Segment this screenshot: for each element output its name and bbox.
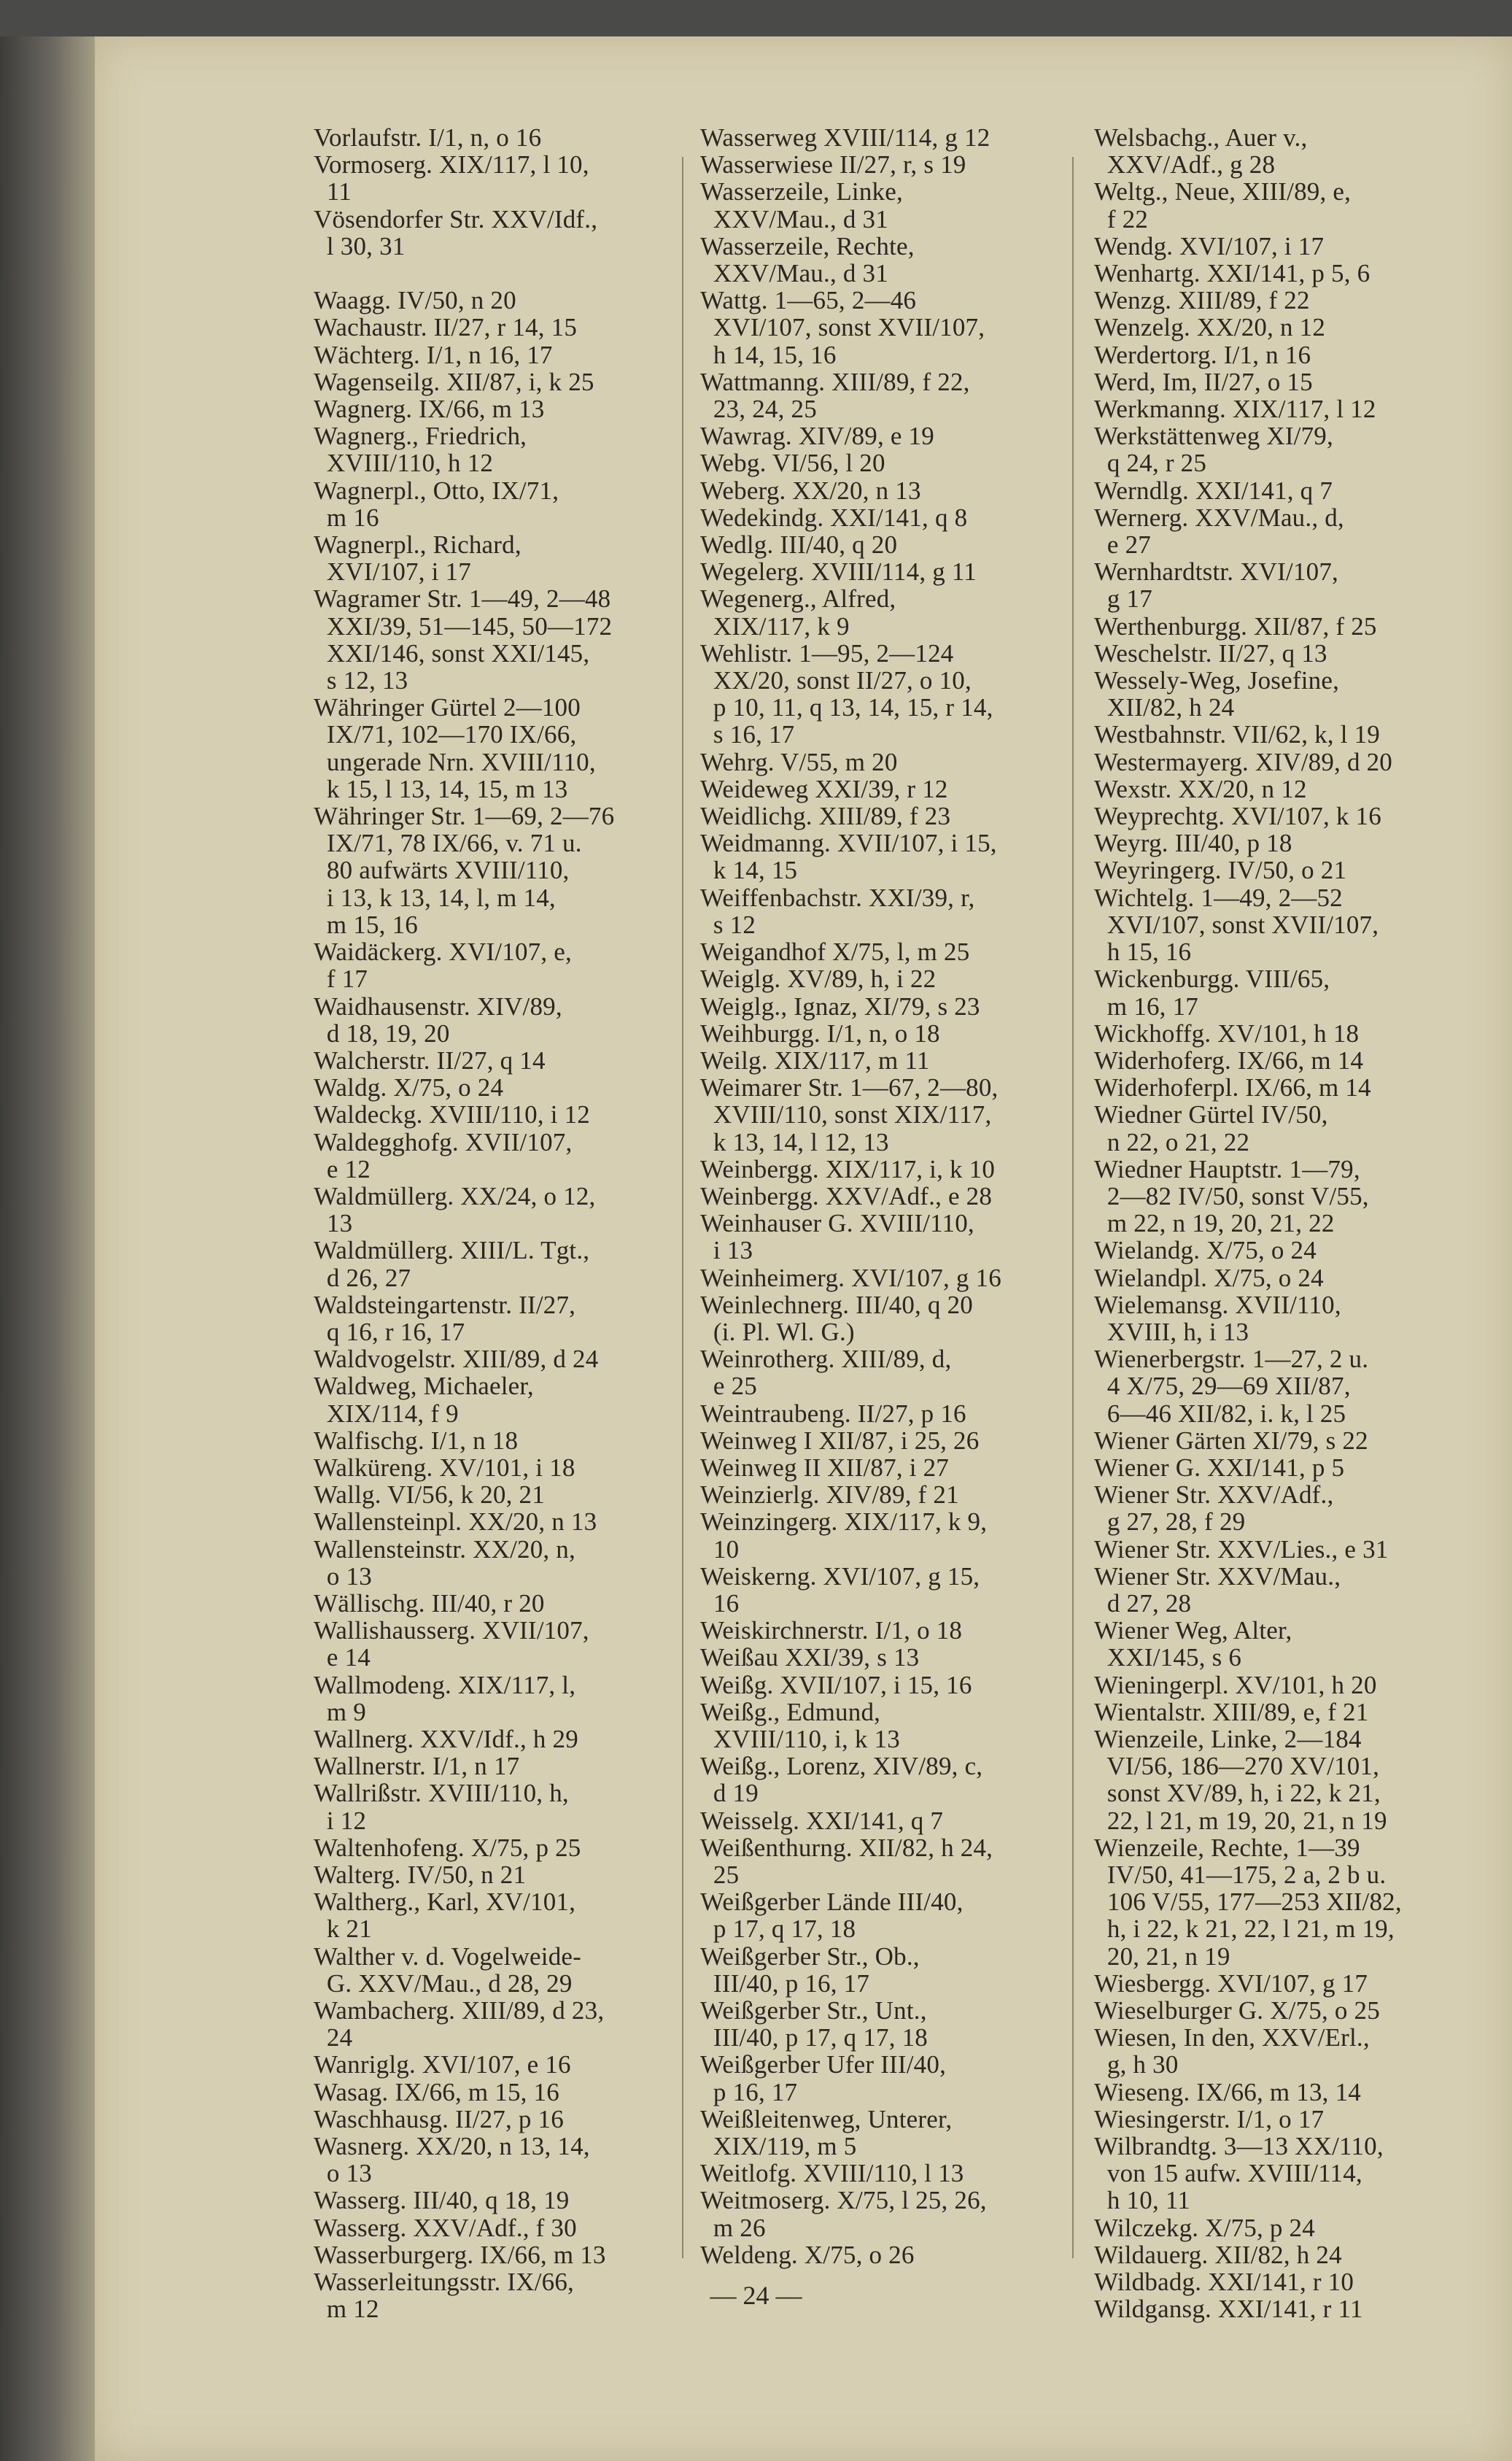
- index-entry-line: Waltenhofeng. X/75, p 25: [314, 1833, 581, 1862]
- index-entry-line: 24: [314, 2023, 353, 2052]
- index-entry-line: Weisselg. XXI/141, q 7: [700, 1806, 944, 1835]
- index-entry-line: Weißgerber Str., Unt.,: [700, 1996, 927, 2025]
- index-entry-line: Wiedner Hauptstr. 1—79,: [1094, 1154, 1360, 1183]
- index-entry-line: XX/20, sonst II/27, o 10,: [700, 666, 972, 695]
- index-entry-line: Wedekindg. XXI/141, q 8: [700, 503, 968, 532]
- index-entry-line: Weinzingerg. XIX/117, k 9,: [700, 1507, 988, 1537]
- index-entry-line: 25: [700, 1861, 740, 1889]
- index-entry-line: Weißgerber Str., Ob.,: [700, 1942, 920, 1971]
- index-entry-line: Vorlaufstr. I/1, n, o 16: [314, 123, 542, 152]
- index-entry-line: g 17: [1094, 584, 1152, 614]
- index-entry-line: Walterg. IV/50, n 21: [314, 1861, 527, 1889]
- index-entry-line: Weldeng. X/75, o 26: [700, 2240, 915, 2269]
- index-entry-line: Wagnerpl., Richard,: [314, 530, 522, 560]
- index-entry-line: Wiener Gärten XI/79, s 22: [1094, 1426, 1368, 1455]
- index-entry-line: Waldeckg. XVIII/110, i 12: [314, 1100, 590, 1129]
- index-entry-line: e 25: [700, 1372, 757, 1401]
- index-entry-line: Wilczekg. X/75, p 24: [1094, 2213, 1315, 2242]
- index-entry-line: Wasserleitungsstr. IX/66,: [314, 2268, 574, 2297]
- index-entry-line: Waschhausg. II/27, p 16: [314, 2104, 564, 2133]
- index-entry-line: Weißgerber Ufer III/40,: [700, 2050, 947, 2079]
- index-entry-line: Wallensteinstr. XX/20, n,: [314, 1534, 575, 1564]
- index-entry-line: i 13: [700, 1236, 753, 1265]
- index-entry-line: Wickhoffg. XV/101, h 18: [1094, 1019, 1360, 1048]
- index-entry-line: XVIII/110, h 12: [314, 449, 494, 478]
- index-entry-line: Weinweg II XII/87, i 27: [700, 1453, 949, 1482]
- index-entry-line: Wambacherg. XIII/89, d 23,: [314, 1996, 605, 2025]
- index-entry-line: Weitmoserg. X/75, l 25, 26,: [700, 2186, 987, 2215]
- index-entry-line: Waagg. IV/50, n 20: [314, 286, 516, 315]
- index-entry-line: Waldvogelstr. XIII/89, d 24: [314, 1345, 599, 1374]
- index-entry-line: Waidhausenstr. XIV/89,: [314, 992, 562, 1021]
- index-entry-line: Weißenthurng. XII/82, h 24,: [700, 1833, 993, 1862]
- index-entry-line: h, i 22, k 21, 22, l 21, m 19,: [1094, 1915, 1395, 1944]
- index-entry-line: G. XXV/Mau., d 28, 29: [314, 1969, 573, 1998]
- index-entry-line: Werdertorg. I/1, n 16: [1094, 340, 1311, 369]
- index-entry-line: III/40, p 17, q 17, 18: [700, 2023, 928, 2052]
- index-entry-line: Waidäckerg. XVI/107, e,: [314, 938, 572, 967]
- index-entry-line: 13: [314, 1209, 353, 1238]
- index-entry-line: d 19: [700, 1779, 759, 1808]
- index-entry-line: XXI/39, 51—145, 50—172: [314, 611, 613, 641]
- index-entry-line: Weigandhof X/75, l, m 25: [700, 938, 970, 967]
- index-entry-line: Walfischg. I/1, n 18: [314, 1426, 519, 1455]
- index-entry-line: Weinbergg. XIX/117, i, k 10: [700, 1154, 996, 1183]
- index-entry-line: Wiener Str. XXV/Adf.,: [1094, 1480, 1334, 1510]
- index-entry-line: Wallnerg. XXV/Idf., h 29: [314, 1724, 578, 1753]
- index-entry-line: i 12: [314, 1806, 367, 1835]
- index-entry-line: Widerhoferg. IX/66, m 14: [1094, 1046, 1364, 1075]
- index-entry-line: k 13, 14, l 12, 13: [700, 1127, 889, 1156]
- index-entry-line: 6—46 XII/82, i. k, l 25: [1094, 1399, 1346, 1428]
- index-entry-line: XVI/107, sonst XVII/107,: [1094, 910, 1379, 939]
- index-entry-line: XIX/114, f 9: [314, 1399, 459, 1428]
- index-entry-line: s 12: [700, 910, 756, 939]
- index-entry-line: Weißg., Edmund,: [700, 1697, 881, 1726]
- index-entry-line: Wanriglg. XVI/107, e 16: [314, 2050, 571, 2079]
- index-entry-line: Wenhartg. XXI/141, p 5, 6: [1094, 259, 1371, 288]
- index-entry-line: Westermayerg. XIV/89, d 20: [1094, 747, 1392, 776]
- index-entry-line: 80 aufwärts XVIII/110,: [314, 856, 570, 885]
- index-entry-line: Wegelerg. XVIII/114, g 11: [700, 557, 977, 587]
- index-entry-line: Waldegghofg. XVII/107,: [314, 1127, 573, 1156]
- index-entry-line: Walther v. d. Vogelweide-: [314, 1942, 581, 1971]
- index-entry-line: Wildbadg. XXI/141, r 10: [1094, 2268, 1354, 2297]
- index-entry-line: p 17, q 17, 18: [700, 1915, 856, 1944]
- index-entry-line: XIX/119, m 5: [700, 2132, 857, 2161]
- street-index-column-2: [700, 124, 1065, 2268]
- index-entry-line: ungerade Nrn. XVIII/110,: [314, 747, 596, 776]
- index-entry-line: Währinger Gürtel 2—100: [314, 693, 581, 722]
- index-entry-line: Wasserwiese II/27, r, s 19: [700, 150, 966, 179]
- book-binding: [0, 36, 95, 2461]
- index-entry-line: Weihburgg. I/1, n, o 18: [700, 1019, 940, 1048]
- index-entry-line: Wällischg. III/40, r 20: [314, 1588, 545, 1618]
- index-entry-line: von 15 aufw. XVIII/114,: [1094, 2159, 1362, 2188]
- index-entry-line: Wenzg. XIII/89, f 22: [1094, 286, 1310, 315]
- index-entry-line: Wiesbergg. XVI/107, g 17: [1094, 1969, 1368, 1998]
- index-entry-line: Wilbrandtg. 3—13 XX/110,: [1094, 2132, 1384, 2161]
- index-entry-line: Wenzelg. XX/20, n 12: [1094, 313, 1326, 342]
- index-entry-line: Wallmodeng. XIX/117, l,: [314, 1670, 576, 1699]
- index-entry-line: g 27, 28, f 29: [1094, 1507, 1246, 1537]
- index-entry-line: XII/82, h 24: [1094, 693, 1235, 722]
- index-entry-line: Wernerg. XXV/Mau., d,: [1094, 503, 1344, 532]
- index-entry-line: Wienzeile, Linke, 2—184: [1094, 1724, 1362, 1753]
- index-entry-line: Wattmanng. XIII/89, f 22,: [700, 367, 970, 396]
- index-entry-line: 2—82 IV/50, sonst V/55,: [1094, 1181, 1369, 1210]
- index-entry-line: Waldmüllerg. XX/24, o 12,: [314, 1181, 596, 1210]
- index-entry-line: Weschelstr. II/27, q 13: [1094, 638, 1327, 668]
- index-entry-line: 23, 24, 25: [700, 395, 817, 424]
- index-entry-line: o 13: [314, 2159, 372, 2188]
- index-entry-line: Werthenburgg. XII/87, f 25: [1094, 611, 1377, 641]
- index-entry-line: Wendg. XVI/107, i 17: [1094, 231, 1325, 260]
- index-entry-line: Wedlg. III/40, q 20: [700, 530, 898, 560]
- index-entry-line: Wiener Weg, Alter,: [1094, 1616, 1292, 1645]
- index-entry-line: Wessely-Weg, Josefine,: [1094, 666, 1340, 695]
- index-entry-line: Widerhoferpl. IX/66, m 14: [1094, 1073, 1371, 1102]
- index-entry-line: sonst XV/89, h, i 22, k 21,: [1094, 1779, 1381, 1808]
- blank-line: [314, 260, 671, 287]
- index-entry-line: Walküreng. XV/101, i 18: [314, 1453, 575, 1482]
- index-entry-line: Wielandg. X/75, o 24: [1094, 1236, 1317, 1265]
- index-entry-line: Weberg. XX/20, n 13: [700, 476, 921, 505]
- index-entry-line: 106 V/55, 177—253 XII/82,: [1094, 1888, 1402, 1917]
- index-entry-line: Wiedner Gürtel IV/50,: [1094, 1100, 1328, 1129]
- index-entry-line: 16: [700, 1588, 740, 1618]
- index-entry-line: Weyprechtg. XVI/107, k 16: [1094, 802, 1381, 831]
- index-entry-line: Wasserweg XVIII/114, g 12: [700, 123, 990, 152]
- index-entry-line: m 15, 16: [314, 910, 418, 939]
- index-entry-line: Webg. VI/56, l 20: [700, 449, 885, 478]
- index-entry-line: Weinweg I XII/87, i 25, 26: [700, 1426, 980, 1455]
- index-entry-line: Wegenerg., Alfred,: [700, 584, 896, 614]
- index-entry-line: l 30, 31: [314, 231, 406, 260]
- index-entry-line: III/40, p 16, 17: [700, 1969, 870, 1998]
- index-entry-line: k 21: [314, 1915, 372, 1944]
- index-entry-line: f 17: [314, 965, 368, 994]
- index-entry-line: Wasserburgerg. IX/66, m 13: [314, 2240, 606, 2269]
- index-entry-line: Weißau XXI/39, s 13: [700, 1643, 920, 1672]
- index-entry-line: Weinrotherg. XIII/89, d,: [700, 1345, 952, 1374]
- index-entry-line: Wiesen, In den, XXV/Erl.,: [1094, 2023, 1370, 2052]
- index-entry-line: Weidmanng. XVII/107, i 15,: [700, 829, 997, 858]
- index-entry-line: Wichtelg. 1—49, 2—52: [1094, 883, 1343, 912]
- index-entry-line: e 27: [1094, 530, 1151, 560]
- index-entry-line: Wernhardtstr. XVI/107,: [1094, 557, 1338, 587]
- index-entry-line: Wiesingerstr. I/1, o 17: [1094, 2104, 1325, 2133]
- index-entry-line: m 26: [700, 2213, 766, 2242]
- index-entry-line: XVIII, h, i 13: [1094, 1317, 1249, 1346]
- index-entry-line: Wildgansg. XXI/141, r 11: [1094, 2295, 1363, 2324]
- index-entry-line: Wehrg. V/55, m 20: [700, 747, 898, 776]
- index-entry-line: Wasserzeile, Linke,: [700, 177, 903, 206]
- index-entry-line: 4 X/75, 29—69 XII/87,: [1094, 1372, 1351, 1401]
- index-entry-line: Weinlechnerg. III/40, q 20: [700, 1290, 973, 1319]
- index-entry-line: Wasserzeile, Rechte,: [700, 231, 915, 260]
- index-entry-line: Weißg., Lorenz, XIV/89, c,: [700, 1752, 983, 1781]
- index-entry-line: Wallnerstr. I/1, n 17: [314, 1752, 520, 1781]
- index-entry-line: Wientalstr. XIII/89, e, f 21: [1094, 1697, 1369, 1726]
- index-entry-line: (i. Pl. Wl. G.): [700, 1317, 855, 1346]
- index-entry-line: s 16, 17: [700, 720, 795, 749]
- index-entry-line: Wattg. 1—65, 2—46: [700, 286, 917, 315]
- index-entry-line: Weilg. XIX/117, m 11: [700, 1046, 930, 1075]
- index-entry-line: Wasserg. XXV/Adf., f 30: [314, 2213, 577, 2242]
- index-entry-line: IX/71, 78 IX/66, v. 71 u.: [314, 829, 582, 858]
- index-entry-line: 11: [314, 177, 352, 206]
- index-entry-line: Wienzeile, Rechte, 1—39: [1094, 1833, 1360, 1862]
- index-entry-line: p 10, 11, q 13, 14, 15, r 14,: [700, 693, 993, 722]
- index-entry-line: Weinhauser G. XVIII/110,: [700, 1209, 974, 1238]
- index-entry-line: Wielandpl. X/75, o 24: [1094, 1263, 1324, 1292]
- column-divider: [682, 157, 683, 2258]
- index-entry-line: q 16, r 16, 17: [314, 1317, 465, 1346]
- index-entry-line: Wachaustr. II/27, r 14, 15: [314, 313, 578, 342]
- index-entry-line: IX/71, 102—170 IX/66,: [314, 720, 577, 749]
- index-entry-line: m 22, n 19, 20, 21, 22: [1094, 1209, 1335, 1238]
- index-entry-line: s 12, 13: [314, 666, 408, 695]
- index-entry-line: Westbahnstr. VII/62, k, l 19: [1094, 720, 1380, 749]
- index-entry-line: Wagenseilg. XII/87, i, k 25: [314, 367, 594, 396]
- index-entry-line: Wallrißstr. XVIII/110, h,: [314, 1779, 569, 1808]
- index-entry-line: Wienerbergstr. 1—27, 2 u.: [1094, 1345, 1369, 1374]
- index-entry-line: Wieseng. IX/66, m 13, 14: [1094, 2077, 1361, 2106]
- index-entry-line: m 16: [314, 503, 379, 532]
- index-entry-line: Weißg. XVII/107, i 15, 16: [700, 1670, 972, 1699]
- index-entry-line: h 14, 15, 16: [700, 340, 837, 369]
- index-entry-line: h 10, 11: [1094, 2186, 1190, 2215]
- index-entry-line: Weimarer Str. 1—67, 2—80,: [700, 1073, 999, 1102]
- index-entry-line: Wasserg. III/40, q 18, 19: [314, 2186, 570, 2215]
- index-entry-line: k 15, l 13, 14, 15, m 13: [314, 774, 568, 803]
- street-index-column-1: [314, 124, 671, 2322]
- index-entry-line: Wagnerg. IX/66, m 13: [314, 395, 545, 424]
- index-entry-line: d 26, 27: [314, 1263, 411, 1292]
- index-entry-line: XXI/145, s 6: [1094, 1643, 1242, 1672]
- index-entry-line: Weiffenbachstr. XXI/39, r,: [700, 883, 975, 912]
- index-entry-line: Walcherstr. II/27, q 14: [314, 1046, 546, 1075]
- index-entry-line: Weintraubeng. II/27, p 16: [700, 1399, 966, 1428]
- index-entry-line: 20, 21, n 19: [1094, 1942, 1230, 1971]
- index-entry-line: Weitlofg. XVIII/110, l 13: [700, 2159, 964, 2188]
- index-entry-line: XXV/Mau., d 31: [700, 204, 888, 233]
- index-entry-line: q 24, r 25: [1094, 449, 1207, 478]
- index-entry-line: Weyringerg. IV/50, o 21: [1094, 856, 1347, 885]
- index-entry-line: Waldweg, Michaeler,: [314, 1372, 534, 1401]
- index-entry-line: Weinzierlg. XIV/89, f 21: [700, 1480, 959, 1510]
- index-entry-line: 10: [700, 1534, 740, 1564]
- index-entry-line: m 12: [314, 2295, 379, 2324]
- index-entry-line: Vormoserg. XIX/117, l 10,: [314, 150, 589, 179]
- index-entry-line: XVIII/110, sonst XIX/117,: [700, 1100, 992, 1129]
- index-entry-line: Wallg. VI/56, k 20, 21: [314, 1480, 545, 1510]
- index-entry-line: Weidlichg. XIII/89, f 23: [700, 802, 951, 831]
- index-entry-line: p 16, 17: [700, 2077, 798, 2106]
- index-entry-line: Wieningerpl. XV/101, h 20: [1094, 1670, 1377, 1699]
- index-entry-line: n 22, o 21, 22: [1094, 1127, 1250, 1156]
- index-entry-line: k 14, 15: [700, 856, 798, 885]
- index-entry-line: Werd, Im, II/27, o 15: [1094, 367, 1313, 396]
- index-entry-line: Wildauerg. XII/82, h 24: [1094, 2240, 1342, 2269]
- index-entry-line: Wächterg. I/1, n 16, 17: [314, 340, 553, 369]
- index-entry-line: g, h 30: [1094, 2050, 1179, 2079]
- index-entry-line: 22, l 21, m 19, 20, 21, n 19: [1094, 1806, 1387, 1835]
- index-entry-line: XVIII/110, i, k 13: [700, 1724, 900, 1753]
- column-divider: [1072, 157, 1074, 2258]
- index-entry-line: Wiener G. XXI/141, p 5: [1094, 1453, 1345, 1482]
- index-entry-line: Werkmanng. XIX/117, l 12: [1094, 395, 1376, 424]
- index-entry-line: Wiener Str. XXV/Mau.,: [1094, 1561, 1341, 1591]
- index-entry-line: Weideweg XXI/39, r 12: [700, 774, 948, 803]
- index-entry-line: Werndlg. XXI/141, q 7: [1094, 476, 1333, 505]
- index-entry-line: o 13: [314, 1561, 372, 1591]
- index-entry-line: d 27, 28: [1094, 1588, 1192, 1618]
- index-entry-line: Wexstr. XX/20, n 12: [1094, 774, 1307, 803]
- index-entry-line: Wieselburger G. X/75, o 25: [1094, 1996, 1380, 2025]
- index-entry-line: Wiener Str. XXV/Lies., e 31: [1094, 1534, 1389, 1564]
- index-entry-line: Waltherg., Karl, XV/101,: [314, 1888, 576, 1917]
- index-entry-line: Wagnerpl., Otto, IX/71,: [314, 476, 559, 505]
- index-entry-line: XIX/117, k 9: [700, 611, 850, 641]
- index-entry-line: XXI/146, sonst XXI/145,: [314, 638, 590, 668]
- index-entry-line: Weißleitenweg, Unterer,: [700, 2104, 953, 2133]
- page-number: — 24 —: [710, 2281, 802, 2310]
- index-entry-line: Weinheimerg. XVI/107, g 16: [700, 1263, 1001, 1292]
- index-entry-line: Wallensteinpl. XX/20, n 13: [314, 1507, 597, 1537]
- index-entry-line: Wagnerg., Friedrich,: [314, 422, 527, 451]
- index-entry-line: XVI/107, sonst XVII/107,: [700, 313, 985, 342]
- index-entry-line: Wielemansg. XVII/110,: [1094, 1290, 1341, 1319]
- index-entry-line: XXV/Adf., g 28: [1094, 150, 1276, 179]
- index-entry-line: IV/50, 41—175, 2 a, 2 b u.: [1094, 1861, 1387, 1889]
- index-entry-line: Vösendorfer Str. XXV/Idf.,: [314, 204, 598, 233]
- index-entry-line: Wawrag. XIV/89, e 19: [700, 422, 934, 451]
- index-entry-line: Weinbergg. XXV/Adf., e 28: [700, 1181, 993, 1210]
- index-entry-line: Weiglg. XV/89, h, i 22: [700, 965, 937, 994]
- index-entry-line: Weltg., Neue, XIII/89, e,: [1094, 177, 1352, 206]
- index-entry-line: m 16, 17: [1094, 992, 1198, 1021]
- index-entry-line: d 18, 19, 20: [314, 1019, 450, 1048]
- index-entry-line: m 9: [314, 1697, 366, 1726]
- index-entry-line: Wallishausserg. XVII/107,: [314, 1616, 589, 1645]
- index-entry-line: Weiskerng. XVI/107, g 15,: [700, 1561, 980, 1591]
- index-entry-line: f 22: [1094, 204, 1149, 233]
- index-entry-line: Wickenburgg. VIII/65,: [1094, 965, 1330, 994]
- index-entry-line: XVI/107, i 17: [314, 557, 471, 587]
- index-entry-line: Weißgerber Lände III/40,: [700, 1888, 964, 1917]
- index-entry-line: Welsbachg., Auer v.,: [1094, 123, 1308, 152]
- index-entry-line: e 14: [314, 1643, 371, 1672]
- index-entry-line: i 13, k 13, 14, l, m 14,: [314, 883, 556, 912]
- index-entry-line: Weyrg. III/40, p 18: [1094, 829, 1292, 858]
- index-entry-line: Werkstättenweg XI/79,: [1094, 422, 1333, 451]
- index-entry-line: h 15, 16: [1094, 938, 1192, 967]
- index-entry-line: Währinger Str. 1—69, 2—76: [314, 802, 615, 831]
- index-entry-line: XXV/Mau., d 31: [700, 259, 888, 288]
- index-entry-line: Wasnerg. XX/20, n 13, 14,: [314, 2132, 590, 2161]
- index-entry-line: Waldmüllerg. XIII/L. Tgt.,: [314, 1236, 590, 1265]
- index-entry-line: Wagramer Str. 1—49, 2—48: [314, 584, 611, 614]
- index-entry-line: Waldg. X/75, o 24: [314, 1073, 504, 1102]
- index-entry-line: VI/56, 186—270 XV/101,: [1094, 1752, 1380, 1781]
- street-index-column-3: [1094, 124, 1503, 2322]
- index-entry-line: Wasag. IX/66, m 15, 16: [314, 2077, 559, 2106]
- index-entry-line: e 12: [314, 1154, 371, 1183]
- index-entry-line: Wehlistr. 1—95, 2—124: [700, 638, 954, 668]
- index-entry-line: Weiskirchnerstr. I/1, o 18: [700, 1616, 963, 1645]
- index-entry-line: Waldsteingartenstr. II/27,: [314, 1290, 576, 1319]
- index-entry-line: Weiglg., Ignaz, XI/79, s 23: [700, 992, 980, 1021]
